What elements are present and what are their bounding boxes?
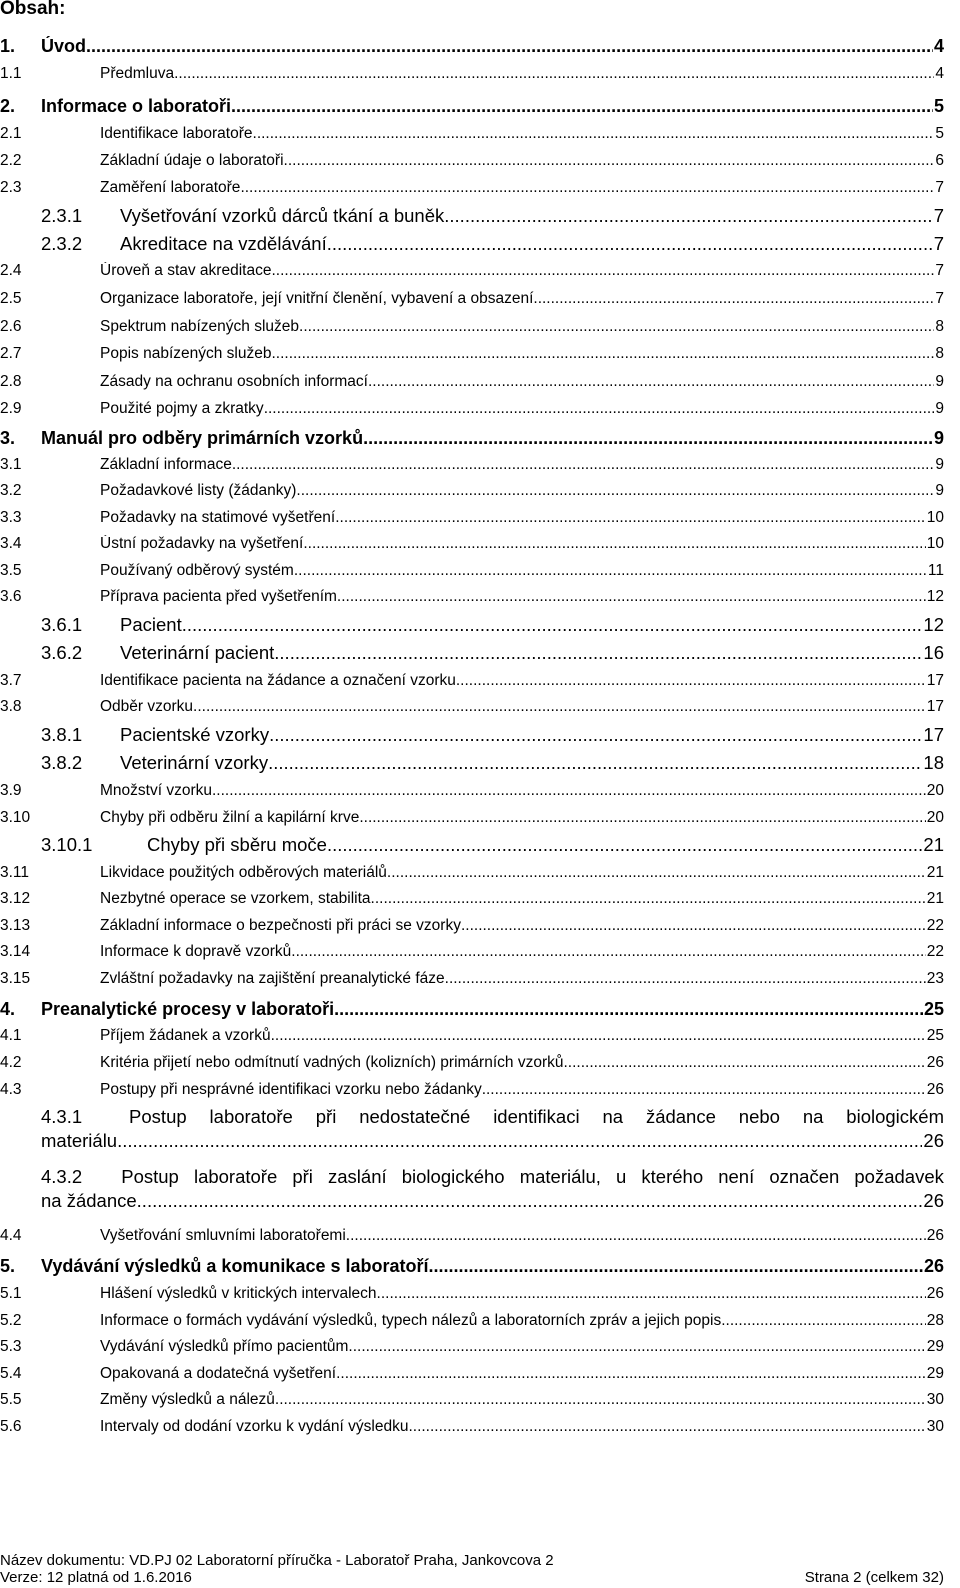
- toc-entry-number: 2.1: [0, 125, 22, 142]
- toc-entry-page: 25: [923, 999, 944, 1019]
- toc-entry[interactable]: [0, 1391, 944, 1409]
- toc-entry-number: 3.4: [0, 535, 22, 552]
- toc-entry-title: Změny výsledků a nálezů: [100, 1391, 275, 1408]
- footer-document-name: Název dokumentu: VD.PJ 02 Laboratorní příručka - Laboratoř Praha, Jankovcova 2: [0, 1552, 554, 1569]
- toc-entry-page: 23: [926, 970, 944, 987]
- toc-entry-page: 16: [923, 642, 944, 663]
- toc-dot-leader: [429, 1256, 923, 1277]
- toc-entry-title-word: na: [602, 1106, 624, 1127]
- toc-dot-leader: [348, 1338, 925, 1356]
- toc-entry-title-word: nedostatečné: [359, 1106, 471, 1127]
- toc-entry[interactable]: [0, 943, 944, 961]
- toc-entry[interactable]: [0, 1312, 944, 1330]
- toc-entry-title: Pacient: [120, 614, 182, 635]
- toc-entry-number: 5.2: [0, 1312, 22, 1329]
- toc-dot-leader: [371, 890, 926, 908]
- toc-entry[interactable]: [0, 1256, 944, 1277]
- toc-entry-page: 26: [923, 1130, 944, 1151]
- toc-entry-page: 5: [933, 96, 944, 116]
- toc-entry-page: 12: [926, 588, 944, 605]
- toc-entry-page: 30: [926, 1391, 944, 1408]
- toc-entry[interactable]: [0, 724, 944, 746]
- toc-entry-wrapped[interactable]: [0, 1166, 944, 1212]
- toc-entry-title: Likvidace použitých odběrových materiálů: [100, 864, 387, 881]
- toc-entry-title-word: biologickém: [846, 1106, 944, 1127]
- toc-entry-number: 4.3: [0, 1081, 22, 1098]
- toc-entry[interactable]: [0, 752, 944, 774]
- toc-dot-leader: [299, 318, 934, 336]
- toc-entry[interactable]: [0, 1227, 944, 1245]
- toc-entry-page: 22: [926, 943, 944, 960]
- toc-entry-page: 20: [926, 809, 944, 826]
- toc-entry-title-word: kterého: [641, 1166, 704, 1187]
- toc-entry[interactable]: [0, 1054, 944, 1072]
- toc-entry[interactable]: [0, 1338, 944, 1356]
- toc-entry-title: Vydávání výsledků přímo pacientům: [100, 1338, 349, 1355]
- toc-dot-leader: [337, 588, 926, 606]
- toc-entry-title: Informace o laboratoři: [41, 96, 232, 116]
- toc-entry-number: 3.5: [0, 562, 22, 579]
- toc-entry-number: 5.4: [0, 1365, 22, 1382]
- toc-entry-title: Zaměření laboratoře: [100, 179, 241, 196]
- toc-dot-leader: [240, 179, 934, 197]
- toc-entry[interactable]: [0, 834, 944, 856]
- toc-entry-title: Požadavkové listy (žádanky): [100, 482, 297, 499]
- toc-entry[interactable]: [0, 890, 944, 908]
- toc-entry-title-word: požadavek: [854, 1166, 944, 1187]
- toc-entry-page: 8: [935, 318, 944, 335]
- toc-entry-number: 4.1: [0, 1027, 22, 1044]
- toc-entry-number: 5.: [0, 1256, 16, 1276]
- toc-entry-title-word: laboratoře: [209, 1106, 293, 1127]
- toc-entry-number: 2.3.1: [41, 205, 83, 226]
- toc-entry-title: Úvod: [41, 36, 86, 56]
- toc-entry-number: 3.2: [0, 482, 22, 499]
- toc-entry[interactable]: [0, 698, 944, 716]
- toc-dot-leader: [444, 205, 932, 227]
- toc-entry-number: 4.: [0, 999, 16, 1019]
- toc-entry-title: Chyby při sběru moče: [147, 834, 327, 855]
- toc-entry[interactable]: [0, 96, 944, 117]
- toc-entry-number: 1.1: [0, 65, 22, 82]
- toc-entry[interactable]: [0, 456, 944, 474]
- toc-entry-page: 7: [935, 262, 944, 279]
- toc-entry-title: Vyšetřování smluvními laboratořemi: [100, 1227, 346, 1244]
- toc-entry[interactable]: [0, 864, 944, 882]
- toc-entry[interactable]: [0, 318, 944, 336]
- toc-entry-title-word: identifikaci: [493, 1106, 580, 1127]
- toc-entry[interactable]: [0, 400, 944, 418]
- toc-entry-title: Zásady na ochranu osobních informací: [100, 373, 368, 390]
- toc-dot-leader: [461, 917, 926, 935]
- toc-entry-title-word: biologického: [401, 1166, 505, 1187]
- toc-dot-leader: [271, 345, 934, 363]
- toc-entry-title: Základní informace: [100, 456, 232, 473]
- toc-dot-leader: [274, 642, 922, 664]
- toc-entry-page: 17: [926, 672, 944, 689]
- toc-dot-leader: [294, 562, 927, 580]
- toc-entry-number: 2.2: [0, 152, 22, 169]
- toc-entry-page: 7: [933, 233, 944, 254]
- toc-entry-number: 1.: [0, 36, 16, 56]
- toc-entry-title: Postupy při nesprávné identifikaci vzorku nebo žádanky: [100, 1081, 482, 1098]
- toc-entry-number: 2.: [0, 96, 16, 116]
- toc-entry-page: 10: [926, 535, 944, 552]
- toc-entry-title-word: při: [315, 1106, 337, 1127]
- toc-entry-page: 26: [926, 1054, 944, 1071]
- toc-entry[interactable]: [0, 970, 944, 988]
- toc-entry-title: Chyby při odběru žilní a kapilární krve: [100, 809, 360, 826]
- toc-entry-number: 2.9: [0, 400, 22, 417]
- toc-entry-number: 4.3.1: [41, 1106, 83, 1127]
- toc-entry-number: 2.3.2: [41, 233, 83, 254]
- toc-entry-title: Odběr vzorku: [100, 698, 194, 715]
- toc-entry-number: 3.8.2: [41, 752, 83, 773]
- toc-entry-number: 3.10.1: [41, 834, 93, 855]
- toc-entry-number: 3.6.2: [41, 642, 83, 663]
- toc-entry[interactable]: [0, 642, 944, 664]
- toc-entry-title: Informace o formách vydávání výsledků, typech nálezů a laboratorních zpráv a jejich popis: [100, 1312, 722, 1329]
- toc-entry[interactable]: [0, 1027, 944, 1045]
- toc-dot-leader: [327, 834, 922, 856]
- toc-entry[interactable]: [0, 535, 944, 553]
- toc-entry-number: 3.6: [0, 588, 22, 605]
- toc-entry-number: 3.7: [0, 672, 22, 689]
- toc-entry[interactable]: [0, 917, 944, 935]
- toc-entry[interactable]: [0, 1285, 944, 1303]
- toc-dot-leader: [377, 1285, 926, 1303]
- toc-entry-title: Požadavky na statimové vyšetření: [100, 509, 336, 526]
- toc-entry-title-word: Postup: [129, 1106, 187, 1127]
- toc-entry-number: 3.3: [0, 509, 22, 526]
- toc-entry-title: Vyšetřování vzorků dárců tkání a buněk: [120, 205, 445, 226]
- toc-entry[interactable]: [0, 999, 944, 1020]
- toc-entry-number: 3.1: [0, 456, 22, 473]
- toc-entry-page: 17: [923, 724, 944, 745]
- toc-dot-leader: [327, 233, 933, 255]
- toc-entry-number: 3.10: [0, 809, 31, 826]
- toc-dot-leader: [271, 1027, 926, 1045]
- toc-entry-page: 4: [935, 65, 944, 82]
- toc-dot-leader: [174, 65, 934, 83]
- toc-entry-number: 3.13: [0, 917, 31, 934]
- toc-entry-title: Preanalytické procesy v laboratoři: [41, 999, 335, 1019]
- toc-entry-page: 17: [926, 698, 944, 715]
- toc-dot-leader: [212, 782, 926, 800]
- toc-dot-leader: [232, 456, 935, 474]
- toc-entry-title: Vydávání výsledků a komunikace s laboratoří: [41, 1256, 429, 1276]
- toc-entry-page: 21: [926, 864, 944, 881]
- toc-entry-page: 28: [926, 1312, 944, 1329]
- toc-entry-title: Veterinární vzorky: [120, 752, 269, 773]
- toc-entry-title-word: zaslání: [328, 1166, 387, 1187]
- toc-entry-number: 5.5: [0, 1391, 22, 1408]
- toc-dot-leader: [408, 1418, 925, 1436]
- toc-entry-page: 5: [935, 125, 944, 142]
- toc-entry[interactable]: [0, 205, 944, 227]
- toc-entry-number: 2.7: [0, 345, 22, 362]
- toc-entry-number: 2.5: [0, 290, 22, 307]
- toc-entry-number: 3.: [0, 428, 16, 448]
- toc-entry[interactable]: [0, 672, 944, 690]
- toc-entry[interactable]: [0, 1418, 944, 1436]
- toc-entry-page: 21: [923, 834, 944, 855]
- toc-entry-title-word: materiálu,: [519, 1166, 601, 1187]
- toc-dot-leader: [86, 36, 933, 57]
- toc-dot-leader: [231, 96, 933, 117]
- toc-entry-title-word: žádance: [645, 1106, 716, 1127]
- toc-entry-page: 9: [935, 482, 944, 499]
- toc-entry-title: Organizace laboratoře, její vnitřní členění, vybavení a obsazení: [100, 290, 534, 307]
- toc-entry-number: 5.6: [0, 1418, 22, 1435]
- toc-entry-page: 21: [926, 890, 944, 907]
- toc-dot-leader: [456, 672, 926, 690]
- toc-entry-title-word: nebo: [738, 1106, 780, 1127]
- toc-entry-title: Předmluva: [100, 65, 175, 82]
- toc-entry-title: Manuál pro odběry primárních vzorků: [41, 428, 364, 448]
- toc-entry-page: 4: [933, 36, 944, 56]
- toc-entry-title: Veterinární pacient: [120, 642, 275, 663]
- toc-entry-page: 29: [926, 1338, 944, 1355]
- toc-entry-number: 3.9: [0, 782, 22, 799]
- toc-entry-number: 2.6: [0, 318, 22, 335]
- toc-entry-title: Základní informace o bezpečnosti při práci se vzorky: [100, 917, 461, 934]
- toc-dot-leader: [271, 262, 934, 280]
- toc-entry-page: 26: [923, 1190, 944, 1211]
- toc-entry-title: Popis nabízených služeb: [100, 345, 272, 362]
- toc-entry-title-continuation: na žádance: [41, 1190, 137, 1211]
- toc-entry-wrapped[interactable]: [0, 1106, 944, 1152]
- toc-entry[interactable]: [0, 290, 944, 308]
- toc-dot-leader: [253, 125, 935, 143]
- toc-entry-page: 7: [935, 179, 944, 196]
- toc-entry-title-continuation: materiálu: [41, 1130, 118, 1151]
- toc-entry-title: Identifikace pacienta na žádance a označení vzorku: [100, 672, 456, 689]
- toc-dot-leader: [303, 535, 925, 553]
- toc-entry[interactable]: [0, 782, 944, 800]
- toc-entry[interactable]: [0, 36, 944, 57]
- toc-dot-leader: [291, 943, 925, 961]
- toc-dot-leader: [363, 428, 933, 449]
- toc-dot-leader: [359, 809, 925, 827]
- toc-dot-leader: [137, 1190, 923, 1212]
- toc-entry-title-word: označen: [769, 1166, 840, 1187]
- toc-entry-number: 4.2: [0, 1054, 22, 1071]
- toc-entry-number: 2.4: [0, 262, 22, 279]
- toc-entry[interactable]: [0, 345, 944, 363]
- toc-dot-leader: [275, 1391, 926, 1409]
- toc-entry-title: Nezbytné operace se vzorkem, stabilita: [100, 890, 371, 907]
- toc-entry[interactable]: [0, 152, 944, 170]
- toc-entry-title-word: laboratoře: [193, 1166, 278, 1187]
- toc-entry-title-word: na: [802, 1106, 824, 1127]
- toc-entry-number: 2.3: [0, 179, 22, 196]
- toc-dot-leader: [182, 614, 923, 636]
- toc-dot-leader: [482, 1081, 926, 1099]
- toc-entry[interactable]: [0, 482, 944, 500]
- toc-entry-page: 9: [935, 373, 944, 390]
- toc-dot-leader: [193, 698, 926, 716]
- toc-entry-page: 8: [935, 345, 944, 362]
- toc-entry-title-word: není: [718, 1166, 755, 1187]
- toc-entry-number: 3.14: [0, 943, 31, 960]
- toc-entry[interactable]: [0, 428, 944, 449]
- toc-entry-title: Používaný odběrový systém: [100, 562, 294, 579]
- toc-entry-page: 26: [926, 1285, 944, 1302]
- toc-entry-page: 10: [926, 509, 944, 526]
- toc-entry-title: Opakovaná a dodatečná vyšetření: [100, 1365, 337, 1382]
- toc-entry-number: 3.8: [0, 698, 22, 715]
- toc-entry[interactable]: [0, 809, 944, 827]
- toc-dot-leader: [387, 864, 926, 882]
- toc-entry-number: 2.8: [0, 373, 22, 390]
- toc-dot-leader: [533, 290, 934, 308]
- toc-entry[interactable]: [0, 614, 944, 636]
- toc-entry-title: Hlášení výsledků v kritických intervalech: [100, 1285, 377, 1302]
- toc-entry-page: 26: [926, 1227, 944, 1244]
- toc-entry-title: Identifikace laboratoře: [100, 125, 253, 142]
- toc-entry-title-word: při: [292, 1166, 313, 1187]
- toc-entry-page: 30: [926, 1418, 944, 1435]
- toc-entry[interactable]: [0, 65, 944, 83]
- toc-entry-title: Akreditace na vzdělávání: [120, 233, 327, 254]
- toc-entry-number: 5.3: [0, 1338, 22, 1355]
- toc-entry-number: 5.1: [0, 1285, 22, 1302]
- toc-dot-leader: [335, 509, 926, 527]
- toc-entry-page: 9: [933, 428, 944, 448]
- toc-entry[interactable]: [0, 373, 944, 391]
- toc-entry[interactable]: [0, 262, 944, 280]
- toc-entry-page: 7: [933, 205, 944, 226]
- toc-dot-leader: [445, 970, 926, 988]
- toc-entry-page: 9: [935, 456, 944, 473]
- toc-entry-title: Úroveň a stav akreditace: [100, 262, 272, 279]
- toc-dot-leader: [563, 1054, 925, 1072]
- toc-entry-page: 26: [923, 1256, 944, 1276]
- toc-entry-title: Příjem žádanek a vzorků: [100, 1027, 271, 1044]
- toc-entry-title: Ústní požadavky na vyšetření: [100, 535, 304, 552]
- toc-entry-title-word: u: [616, 1166, 627, 1187]
- toc-entry-title: Příprava pacienta před vyšetřením: [100, 588, 337, 605]
- toc-entry-title: Množství vzorku: [100, 782, 212, 799]
- toc-entry-page: 25: [926, 1027, 944, 1044]
- toc-entry-page: 26: [926, 1081, 944, 1098]
- toc-dot-leader: [721, 1312, 926, 1330]
- toc-entry-title: Informace k dopravě vzorků: [100, 943, 292, 960]
- toc-entry[interactable]: [0, 562, 944, 580]
- toc-entry-title: Základní údaje o laboratoři: [100, 152, 284, 169]
- toc-entry-page: 12: [923, 614, 944, 635]
- toc-entry-number: 3.12: [0, 890, 31, 907]
- toc-entry-page: 11: [927, 562, 944, 579]
- toc-dot-leader: [346, 1227, 926, 1245]
- toc-dot-leader: [334, 999, 923, 1020]
- toc-entry-title: Intervaly od dodání vzorku k vydání výsledku: [100, 1418, 409, 1435]
- toc-heading: Obsah:: [0, 0, 66, 19]
- toc-entry-title: Spektrum nabízených služeb: [100, 318, 300, 335]
- toc-entry-page: 18: [923, 752, 944, 773]
- toc-dot-leader: [117, 1130, 922, 1152]
- toc-entry-title: Pacientské vzorky: [120, 724, 270, 745]
- toc-entry-title-word: Postup: [121, 1166, 179, 1187]
- footer-version: Verze: 12 platná od 1.6.2016: [0, 1569, 192, 1586]
- toc-dot-leader: [368, 373, 934, 391]
- toc-entry-page: 9: [935, 400, 944, 417]
- toc-entry-number: 3.6.1: [41, 614, 83, 635]
- toc-entry-page: 6: [935, 152, 944, 169]
- toc-entry[interactable]: [0, 125, 944, 143]
- footer-page-info: Strana 2 (celkem 32): [804, 1569, 944, 1586]
- toc-entry-number: 4.3.2: [41, 1166, 83, 1187]
- toc-entry-number: 3.15: [0, 970, 31, 987]
- toc-entry-page: 29: [926, 1365, 944, 1382]
- toc-entry[interactable]: [0, 233, 944, 255]
- toc-entry-number: 3.11: [0, 864, 30, 881]
- toc-entry-title: Použité pojmy a zkratky: [100, 400, 264, 417]
- toc-entry[interactable]: [0, 509, 944, 527]
- toc-entry-title: Kritéria přijetí nebo odmítnutí vadných (kolizních) primárních vzorků: [100, 1054, 564, 1071]
- toc-entry-number: 3.8.1: [41, 724, 83, 745]
- toc-entry-title: Zvláštní požadavky na zajištění preanalytické fáze: [100, 970, 445, 987]
- toc-dot-leader: [296, 482, 934, 500]
- toc-entry[interactable]: [0, 1365, 944, 1383]
- toc-entry-page: 22: [926, 917, 944, 934]
- toc-dot-leader: [269, 724, 922, 746]
- toc-dot-leader: [268, 752, 922, 774]
- toc-entry[interactable]: [0, 588, 944, 606]
- toc-entry-page: 7: [935, 290, 944, 307]
- toc-entry-number: 4.4: [0, 1227, 22, 1244]
- toc-dot-leader: [284, 152, 935, 170]
- toc-entry[interactable]: [0, 179, 944, 197]
- toc-dot-leader: [264, 400, 935, 418]
- toc-dot-leader: [336, 1365, 926, 1383]
- toc-entry[interactable]: [0, 1081, 944, 1099]
- toc-entry-page: 20: [926, 782, 944, 799]
